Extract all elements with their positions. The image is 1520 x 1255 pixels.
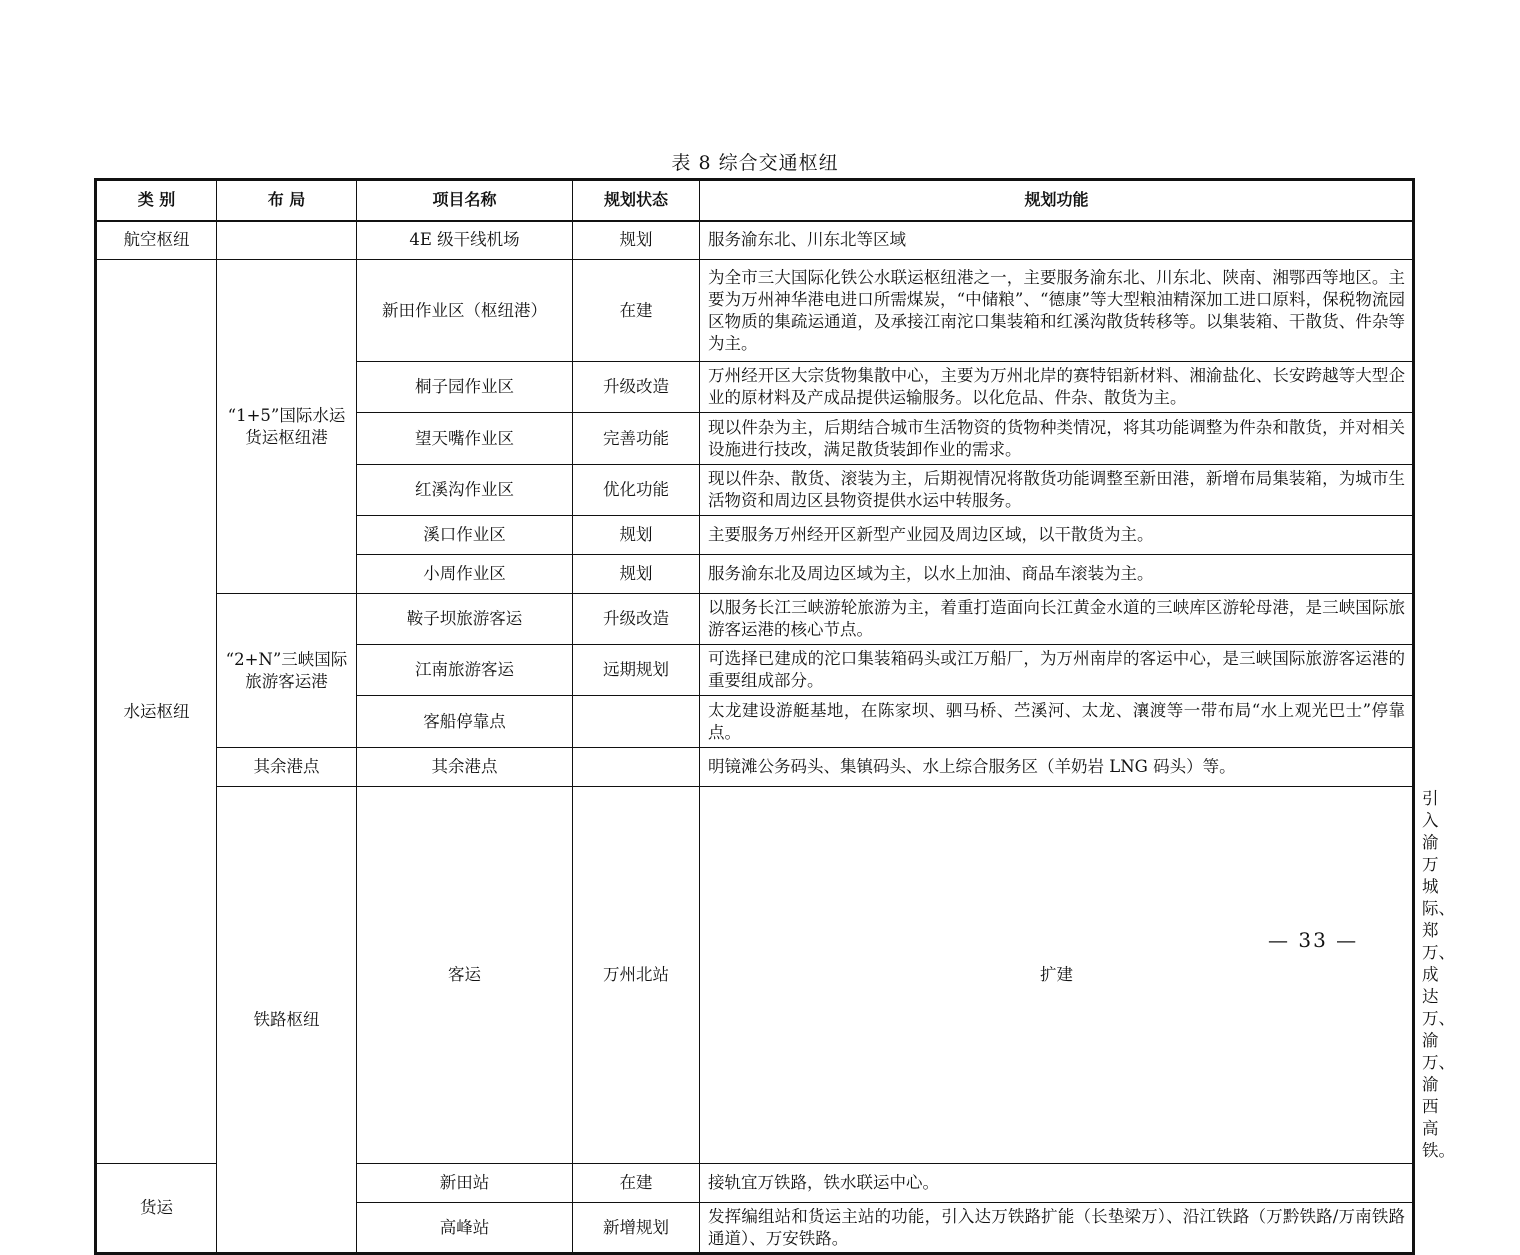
header-layout: 布 局 xyxy=(217,180,357,221)
project-cell: 万州北站 xyxy=(573,787,700,1164)
function-cell: 可选择已建成的沱口集装箱码头或江万船厂，为万州南岸的客运中心，是三峡国际旅游客运港的重要组成部分。 xyxy=(700,645,1414,696)
project-cell: 新田作业区（枢纽港） xyxy=(357,260,573,362)
function-cell: 现以件杂、散货、滚装为主，后期视情况将散货功能调整至新田港，新增布局集装箱，为城市生活物资和周边区县物资提供水运中转服务。 xyxy=(700,465,1414,516)
status-cell: 升级改造 xyxy=(573,594,700,645)
function-cell: 服务渝东北及周边区域为主，以水上加油、商品车滚装为主。 xyxy=(700,555,1414,594)
layout-cell-empty xyxy=(217,221,357,260)
layout-cell-rail-freight: 货运 xyxy=(96,1164,217,1254)
table-row xyxy=(96,221,1414,260)
status-cell xyxy=(573,696,700,748)
transport-hub-table xyxy=(94,178,1455,1255)
status-cell: 规划 xyxy=(573,555,700,594)
category-cell-rail: 铁路枢纽 xyxy=(217,787,357,1254)
project-cell: 桐子园作业区 xyxy=(357,362,573,413)
project-cell: 新田站 xyxy=(357,1164,573,1203)
layout-cell-tourist-port: “2+N”三峡国际旅游客运港 xyxy=(217,594,357,748)
status-cell: 优化功能 xyxy=(573,465,700,516)
category-cell-water: 水运枢纽 xyxy=(96,260,217,1164)
status-cell: 扩建 xyxy=(700,787,1414,1164)
header-project: 项目名称 xyxy=(357,180,573,221)
layout-cell-cargo-port: “1+5”国际水运货运枢纽港 xyxy=(217,260,357,594)
table-row xyxy=(96,260,1414,362)
function-cell: 服务渝东北、川东北等区域 xyxy=(700,221,1414,260)
header-status: 规划状态 xyxy=(573,180,700,221)
function-cell: 为全市三大国际化铁公水联运枢纽港之一，主要服务渝东北、川东北、陕南、湘鄂西等地区。主要为万州神华港电进口所需煤炭，“中储粮”、“德康”等大型粮油精深加工进口原料，保税物流园区物质的集疏运通道，及承接江南沱口集装箱和红溪沟散货转移等。以集装箱、干散货、件杂等为主。 xyxy=(700,260,1414,362)
project-cell: 小周作业区 xyxy=(357,555,573,594)
status-cell: 在建 xyxy=(573,260,700,362)
project-cell: 望天嘴作业区 xyxy=(357,413,573,465)
table-row xyxy=(96,748,1414,787)
layout-cell-other-ports: 其余港点 xyxy=(217,748,357,787)
project-cell: 溪口作业区 xyxy=(357,516,573,555)
table-caption: 表 8 综合交通枢纽 xyxy=(671,152,839,174)
status-cell: 规划 xyxy=(573,516,700,555)
header-function: 规划功能 xyxy=(700,180,1414,221)
project-cell: 其余港点 xyxy=(357,748,573,787)
function-cell: 明镜滩公务码头、集镇码头、水上综合服务区（羊奶岩 LNG 码头）等。 xyxy=(700,748,1414,787)
status-cell: 在建 xyxy=(573,1164,700,1203)
function-cell: 以服务长江三峡游轮旅游为主，着重打造面向长江黄金水道的三峡库区游轮母港，是三峡国际旅游客运港的核心节点。 xyxy=(700,594,1414,645)
status-cell xyxy=(573,748,700,787)
table-header-row xyxy=(96,180,1414,221)
function-cell: 发挥编组站和货运主站的功能，引入达万铁路扩能（长垫梁万）、沿江铁路（万黔铁路/万南铁路通道）、万安铁路。 xyxy=(700,1203,1414,1254)
status-cell: 完善功能 xyxy=(573,413,700,465)
status-cell: 远期规划 xyxy=(573,645,700,696)
function-cell: 万州经开区大宗货物集散中心，主要为万州北岸的赛特铝新材料、湘渝盐化、长安跨越等大型企业的原材料及产成品提供运输服务。以化危品、件杂、散货为主。 xyxy=(700,362,1414,413)
header-category: 类 别 xyxy=(96,180,217,221)
project-cell: 江南旅游客运 xyxy=(357,645,573,696)
function-cell: 太龙建设游艇基地，在陈家坝、驷马桥、苎溪河、太龙、瀼渡等一带布局“水上观光巴士”停靠点。 xyxy=(700,696,1414,748)
function-cell: 主要服务万州经开区新型产业园及周边区域，以干散货为主。 xyxy=(700,516,1414,555)
layout-cell-rail-passenger: 客运 xyxy=(357,787,573,1164)
function-cell: 现以件杂为主，后期结合城市生活物资的货物种类情况，将其功能调整为件杂和散货，并对相关设施进行技改，满足散货装卸作业的需求。 xyxy=(700,413,1414,465)
project-cell: 客船停靠点 xyxy=(357,696,573,748)
category-cell-aviation: 航空枢纽 xyxy=(96,221,217,260)
project-cell: 高峰站 xyxy=(357,1203,573,1254)
table-row: 铁路枢纽 客运 万州北站 扩建 引入渝万城际、郑万、成达万、渝万、渝西高铁。 xyxy=(96,787,1414,1164)
project-cell: 鞍子坝旅游客运 xyxy=(357,594,573,645)
status-cell: 新增规划 xyxy=(573,1203,700,1254)
project-cell: 4E 级干线机场 xyxy=(357,221,573,260)
project-cell: 红溪沟作业区 xyxy=(357,465,573,516)
status-cell: 升级改造 xyxy=(573,362,700,413)
function-cell: 接轨宜万铁路，铁水联运中心。 xyxy=(700,1164,1414,1203)
table-row xyxy=(96,594,1414,645)
page-number: — 33 — xyxy=(1268,928,1359,952)
status-cell: 规划 xyxy=(573,221,700,260)
